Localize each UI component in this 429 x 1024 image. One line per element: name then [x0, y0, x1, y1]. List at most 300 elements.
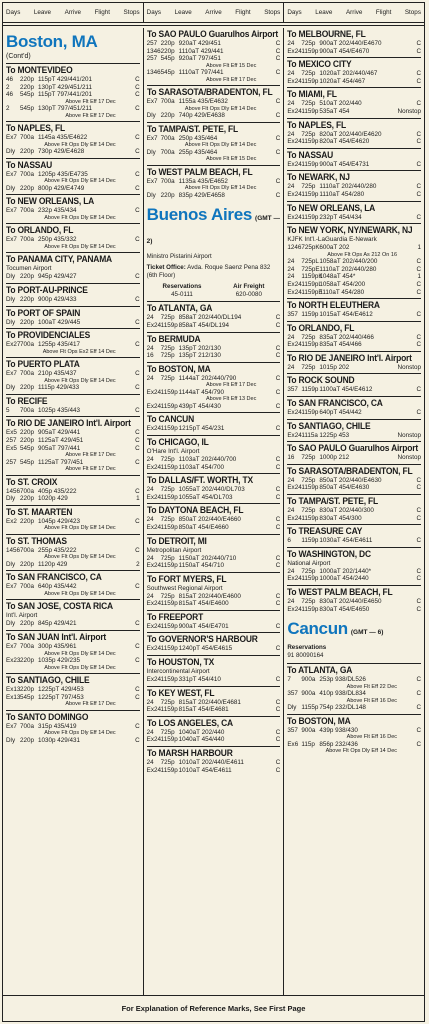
- destination-title: To BOSTON, MA: [287, 715, 351, 726]
- flight-days: 24: [287, 363, 295, 371]
- flight-days: 24: [146, 344, 154, 352]
- flight-leave: 725p: [160, 374, 175, 382]
- flight-row: [6, 319, 140, 327]
- flight-leave: 220p: [160, 40, 175, 47]
- flight-arrive-number: 1040aT 202/440: [178, 728, 225, 736]
- destination-block: [287, 547, 421, 585]
- destination-title: To WEST PALM BEACH, FL: [287, 587, 393, 597]
- destination-title: To LOS ANGELES, CA: [146, 717, 233, 728]
- flight-leave: 1159p: [301, 213, 319, 221]
- flight-days: Ex24: [146, 388, 162, 396]
- flight-stops: C: [275, 759, 281, 767]
- flight-row: [6, 296, 140, 304]
- flight-row: [147, 425, 281, 433]
- destination-block: [147, 534, 281, 572]
- flight-days: 24: [146, 314, 154, 322]
- flight-stops: C: [416, 258, 422, 266]
- flight-row: [147, 555, 281, 563]
- destination-block: [6, 505, 140, 534]
- flight-stops: C: [275, 314, 281, 322]
- flight-arrive-number: 815aT 454/E4600: [178, 600, 229, 608]
- flight-arrive-number: 835aT 202/440/466: [319, 333, 374, 341]
- flight-days: 24: [287, 598, 295, 605]
- destination-airport: Intercontinental Airport: [146, 668, 210, 676]
- header-flight: Flight: [235, 9, 251, 16]
- flight-row: [287, 138, 421, 146]
- flight-leave: 1159p: [301, 484, 319, 492]
- flight-row: [6, 384, 140, 392]
- flight-days: Ex24: [287, 605, 302, 613]
- destination-title: To TAMPA/ST. PETE, FL: [287, 496, 379, 507]
- destination-title: To MONTEVIDEO: [6, 65, 73, 75]
- flight-leave: 725p: [301, 507, 316, 515]
- flight-days: 24: [287, 567, 295, 575]
- flight-leave: 700a: [20, 134, 35, 142]
- flight-leave: 545p: [160, 55, 175, 63]
- flight-arrive-number: 845p 429/421: [38, 620, 77, 628]
- flight-row: [6, 171, 140, 179]
- flight-arrive-number: 856p 232/436: [319, 740, 358, 748]
- flight-arrive-number: 1110aT 454/280: [319, 190, 365, 198]
- flight-row: [287, 48, 421, 56]
- flight-days: Ex24: [287, 484, 302, 492]
- flight-row: [6, 495, 140, 503]
- flight-stops: C: [275, 493, 281, 501]
- flight-note: Above Flt Ops Dly Eff 14 Dec: [44, 554, 116, 561]
- flight-arrive-number: 232p 435/434: [38, 207, 77, 215]
- flight-arrive-number: 1155a 435/E4632: [178, 98, 228, 106]
- flight-leave: 725p: [301, 183, 316, 191]
- flight-days: 1456: [6, 546, 21, 554]
- flight-row: [6, 737, 140, 745]
- destination-block: [287, 396, 421, 419]
- flight-row: [6, 134, 140, 142]
- destination-block: [147, 301, 281, 331]
- flight-days: Dly: [6, 318, 16, 326]
- destination-airport: Metropolitan Airport: [146, 546, 202, 554]
- flight-leave: 725p: [160, 352, 175, 360]
- header-arrive: Arrive: [64, 9, 82, 16]
- flight-days: Dly: [146, 148, 156, 156]
- destination-title: To TAMPA/ST. PETE, FL: [146, 123, 238, 134]
- flight-row: [147, 699, 281, 707]
- header-stops: Stops: [123, 9, 140, 16]
- flight-arrive-number: 1015p 202: [319, 363, 350, 371]
- flight-leave: 700a: [20, 236, 35, 244]
- flight-leave: 1159p: [160, 425, 178, 433]
- flight-row: [147, 98, 281, 106]
- flight-leave: 1159p: [301, 537, 319, 545]
- destination-title: To BOSTON, MA: [146, 363, 211, 374]
- flight-days: 357: [287, 726, 298, 734]
- flight-row: [287, 100, 421, 108]
- ticket-office: [147, 264, 281, 280]
- flight-stops: C: [275, 191, 281, 199]
- destination-title: To ST. THOMAS: [6, 535, 67, 546]
- flight-days: Ex5: [6, 444, 17, 452]
- flight-arrive-number: 1110aT 429/441: [178, 47, 224, 55]
- flight-stops: C: [416, 726, 422, 734]
- flight-arrive-number: 1110aT 202/440/280: [319, 183, 377, 191]
- flight-row: [287, 70, 421, 78]
- flight-note: Above Flt Ops Dly Eff 14 Dec: [44, 377, 116, 384]
- destination-block: [6, 328, 140, 357]
- flight-days: 6: [287, 537, 291, 545]
- destination-block: [147, 686, 281, 716]
- destination-title: To SANTO DOMINGO: [6, 711, 89, 722]
- flight-days: 24: [287, 183, 295, 191]
- flight-leave: 1159pK: [301, 273, 323, 281]
- flight-arrive-number: 1015aT 454/E4612: [319, 311, 373, 319]
- flight-leave: 1159p: [160, 645, 178, 653]
- flight-days: 2: [6, 83, 10, 91]
- flight-days: 24: [287, 273, 295, 281]
- flight-stops: C: [416, 130, 422, 138]
- flight-arrive-number: 405p 435/222: [38, 487, 77, 495]
- flight-leave: 725p: [301, 333, 316, 341]
- flight-row: [147, 676, 281, 684]
- flight-leave: 725p: [301, 454, 316, 462]
- flight-stops: C: [416, 484, 422, 492]
- flight-arrive-number: 1144aT 202/440/790: [178, 374, 237, 382]
- flight-days: Ex24: [287, 514, 302, 522]
- flight-leave: 220p: [20, 656, 35, 664]
- flight-stops: C: [275, 676, 281, 684]
- destination-block: [287, 351, 421, 374]
- destination-block: [287, 87, 421, 117]
- flight-row: [287, 598, 421, 606]
- flight-days: Ex24: [146, 425, 162, 433]
- destination-block: [6, 599, 140, 630]
- flight-arrive-number: 905aT 429/441: [38, 429, 81, 437]
- flight-row: [287, 258, 421, 266]
- flight-leave: 1159p: [301, 386, 319, 394]
- air-freight-block: [233, 283, 264, 299]
- flight-days: Ex24: [287, 47, 302, 55]
- flight-note: Above Flt Eff 15 Dec: [206, 62, 257, 69]
- flight-leave: 725p: [160, 554, 175, 562]
- header-flight: Flight: [375, 9, 392, 16]
- header-divider: [3, 25, 424, 26]
- flight-row: [287, 432, 421, 440]
- flight-row: [6, 236, 140, 244]
- reservations-number: 45-0111: [171, 291, 193, 299]
- flight-leave: 1159p: [301, 311, 319, 319]
- flight-days: 24: [287, 333, 295, 341]
- flight-arrive-number: 255p 435/464: [178, 148, 218, 156]
- destination-title: To GOVERNOR'S HARBOUR: [146, 634, 258, 645]
- flight-arrive-number: 1103aT 454/700: [178, 463, 224, 471]
- flight-leave: 725p: [160, 455, 175, 463]
- flight-days: 16: [287, 454, 295, 462]
- flight-row: [147, 389, 281, 397]
- destination-block: [287, 298, 421, 321]
- flight-days: Ex24: [146, 562, 162, 570]
- flight-days: Ex24: [146, 676, 162, 684]
- destination-airport: O'Hare Int'l. Airport: [146, 447, 200, 455]
- flight-row: [287, 690, 421, 698]
- flight-row: [287, 281, 421, 289]
- flight-days: Ex7: [6, 236, 17, 244]
- destination-block: [6, 630, 140, 673]
- destination-block: [6, 252, 140, 283]
- flight-note: Above Flt Eff 17 Dec: [65, 701, 116, 708]
- flight-note: Above Flt Eff 17 Dec: [206, 382, 257, 389]
- flight-days: Dly: [146, 191, 156, 199]
- flight-arrive-number: 835p 429/E4658: [178, 191, 225, 199]
- flight-stops: C: [275, 40, 281, 47]
- flight-leave: 700a: [20, 722, 35, 730]
- flight-row: [287, 515, 421, 523]
- destination-block: [6, 570, 140, 599]
- flight-leave: 725p: [301, 567, 316, 575]
- flight-stops: C: [135, 656, 140, 664]
- flight-arrive-number: 100aT 429/445: [38, 318, 81, 326]
- destination-block: [287, 118, 421, 148]
- flight-row: [147, 345, 281, 353]
- destination-title: To DETROIT, MI: [146, 535, 207, 546]
- flight-row: [147, 562, 281, 570]
- flight-stops: C: [416, 567, 422, 575]
- destination-title: To MARSH HARBOUR: [146, 748, 233, 759]
- flight-arrive-number: 510aT 202/440: [319, 100, 362, 108]
- destination-block: [147, 746, 281, 776]
- flight-days: Dly: [6, 184, 16, 192]
- destination-title: To PANAMA CITY, PANAMA: [6, 254, 112, 265]
- flight-arrive-number: 900aT 454/E4670: [319, 47, 370, 55]
- flight-stops: C: [275, 592, 281, 600]
- flight-arrive-number: 439pT 454/430: [178, 402, 221, 410]
- flight-row: [287, 575, 421, 583]
- origin-airport: Ministro Pistarini Airport: [146, 253, 212, 261]
- flight-days: Ex24: [146, 463, 162, 471]
- flight-stops: C: [135, 620, 140, 628]
- flight-stops: C: [135, 273, 140, 281]
- flight-leave: 545p: [20, 693, 35, 701]
- flight-row: [147, 352, 281, 360]
- flight-days: 2: [6, 105, 10, 113]
- flight-arrive-number: 1125aT 429/451: [38, 436, 84, 444]
- flight-stops: 2: [136, 560, 140, 568]
- flight-arrive-number: 210p 435/437: [38, 370, 77, 378]
- flight-arrive-number: 250p 435/464: [178, 134, 218, 142]
- flight-leave: 725p: [160, 698, 175, 706]
- header-arrive: Arrive: [345, 9, 363, 16]
- flight-leave: 1159p: [160, 402, 178, 410]
- destination-block: [287, 714, 421, 757]
- flight-arrive-number: 905aT 797/441: [38, 444, 81, 452]
- flight-row: [287, 741, 421, 749]
- flight-leave: 220p: [20, 384, 35, 392]
- flight-leave: 725pK: [301, 244, 320, 252]
- flight-row: [147, 149, 281, 157]
- column-header: [144, 3, 285, 22]
- flight-arrive-number: 815aT 454/E4681: [178, 706, 229, 714]
- flight-leave: 1159pE: [301, 288, 323, 296]
- destination-block: [6, 158, 140, 195]
- destination-block: [147, 122, 281, 165]
- flight-row: [287, 477, 421, 485]
- flight-days: Ex24: [146, 622, 162, 630]
- flight-row: [6, 723, 140, 731]
- flight-leave: 700a: [20, 546, 35, 554]
- flight-row: [147, 40, 281, 48]
- destination-block: [287, 170, 421, 200]
- flight-arrive-number: 850aT 454/E4630: [319, 484, 370, 492]
- header-leave: Leave: [174, 9, 192, 16]
- flight-note: Above Flt Ops Ex2 Eff 14 Dec: [42, 348, 116, 355]
- destination-title: To BERMUDA: [146, 333, 201, 344]
- flight-days: Ex13: [6, 693, 21, 701]
- flight-days: Ex24: [146, 645, 162, 653]
- flight-arrive-number: 850aT 202/440/E4660: [178, 516, 241, 524]
- flight-days: Ex24: [287, 409, 302, 417]
- flight-leave: 1155p: [301, 704, 319, 712]
- flight-row: [147, 706, 281, 714]
- flight-arrive-number: 1055aT 202/440/DL703: [178, 486, 245, 494]
- flight-row: [6, 445, 140, 453]
- destination-title: To SARASOTA/BRADENTON, FL: [287, 465, 413, 476]
- flight-row: [287, 289, 421, 297]
- flight-row: [287, 568, 421, 576]
- flight-stops: C: [416, 704, 422, 712]
- flight-arrive-number: 640pT 454/442: [319, 409, 362, 417]
- flight-leave: 700a: [20, 370, 35, 378]
- destination-title: To ST. CROIX: [6, 476, 58, 487]
- destination-title: To PORT-AU-PRINCE: [6, 284, 88, 295]
- flight-days: 24: [146, 455, 154, 463]
- destination-title: To CANCUN: [146, 414, 194, 425]
- flight-note: Above Flt Ops Dly Eff 14 Dec: [44, 525, 116, 532]
- destination-title: To HOUSTON, TX: [146, 657, 214, 668]
- destination-block: [287, 494, 421, 524]
- flight-row: [147, 524, 281, 532]
- flight-row: [287, 78, 421, 86]
- flight-stops: C: [135, 642, 140, 650]
- flight-leave: 220p: [20, 318, 35, 326]
- flight-row: [6, 407, 140, 415]
- flight-stops: C: [135, 105, 140, 113]
- flight-stops: C: [275, 562, 281, 570]
- flight-days: Ex7: [6, 207, 17, 215]
- flight-leave: 1159p: [160, 766, 178, 774]
- flight-note: Above Flt Ops Dly Eff 14 Dec: [44, 178, 116, 185]
- flight-arrive-number: 945p 429/427: [38, 273, 77, 281]
- flight-row: [6, 273, 140, 281]
- flight-row: [147, 516, 281, 524]
- flight-leave: 220p: [20, 273, 35, 281]
- column-header: [284, 3, 424, 22]
- destination-block: [287, 201, 421, 224]
- flight-arrive-number: 1144aT 454/790: [178, 388, 224, 396]
- destination-title: To MIAMI, FL: [287, 89, 338, 100]
- flight-stops: C: [275, 55, 281, 63]
- flight-leave: 220p: [160, 191, 175, 199]
- flight-row: [6, 657, 140, 665]
- flight-stops: C: [416, 70, 422, 78]
- flight-note: Above Flt Eff 22 Dec: [346, 683, 398, 690]
- flight-days: Dly: [6, 384, 16, 392]
- destination-block: [287, 464, 421, 494]
- flight-row: [147, 178, 281, 186]
- flight-leave: 545p: [20, 458, 35, 466]
- flight-leave: 700a: [20, 207, 35, 215]
- flight-days: Ex7: [146, 98, 158, 106]
- flight-leave: 545p: [20, 444, 35, 452]
- flight-stops: C: [275, 321, 281, 329]
- flight-stops: C: [275, 645, 281, 653]
- air-freight-number: 620-0080: [235, 291, 262, 299]
- destination-title: To MEXICO CITY: [287, 59, 352, 70]
- flight-arrive-number: 1055aT 454/DL703: [178, 493, 233, 501]
- flight-arrive-number: 1045p 429/423: [38, 517, 81, 525]
- flight-stops: C: [135, 76, 140, 83]
- flight-arrive-number: 1025p 435/443: [38, 406, 81, 414]
- flight-row: [6, 620, 140, 628]
- destination-title: To PORT OF SPAIN: [6, 307, 81, 318]
- flight-arrive-number: 1240pT 454/E4615: [178, 645, 233, 653]
- flight-days: Ex5: [6, 429, 17, 437]
- destination-title: To WEST PALM BEACH, FL: [146, 166, 253, 177]
- ticket-office-label: Ticket Office:: [146, 264, 186, 272]
- flight-stops: C: [275, 622, 281, 630]
- flight-arrive-number: 1225pT 429/453: [38, 685, 84, 693]
- flight-leave: 220p: [20, 83, 35, 91]
- flight-leave: 1115a: [301, 431, 318, 439]
- flight-row: [287, 364, 421, 372]
- flight-note: Above Flt Ops Dly Eff 14 Dec: [184, 185, 257, 192]
- destination-title: To FREEPORT: [146, 611, 203, 622]
- flight-arrive-number: 1145a 435/E4622: [38, 134, 88, 142]
- flight-arrive-number: 815aT 202/440/E4681: [178, 698, 241, 706]
- flight-leave: 700a: [20, 170, 35, 178]
- destination-block: [287, 585, 421, 615]
- flight-days: Dly: [6, 495, 16, 503]
- flight-leave: 700a: [20, 487, 35, 495]
- flight-arrive-number: 900aT 454/E4731: [319, 160, 370, 168]
- flight-days: 24: [146, 698, 154, 706]
- flight-days: 46: [6, 91, 14, 99]
- flight-stops: C: [416, 40, 422, 47]
- destination-title: To ORLANDO, FL: [6, 225, 74, 236]
- destination-block: [147, 503, 281, 533]
- flight-row: [147, 112, 281, 120]
- destination-title: To SAO PAULO Guarulhos Airport: [146, 29, 278, 39]
- flight-row: [6, 91, 140, 99]
- flight-days: 24: [146, 554, 154, 562]
- flight-leave: 1159p: [160, 321, 178, 329]
- flight-arrive-number: 1058aT 202/440/200: [319, 258, 378, 266]
- flight-leave: 700a: [160, 98, 175, 106]
- flight-arrive-number: 315p 435/419: [38, 722, 77, 730]
- flight-arrive-number: 1125aT 797/451: [38, 458, 84, 466]
- schedule-column: [3, 28, 144, 995]
- destination-block: [6, 394, 140, 417]
- flight-days: Ex7: [146, 177, 158, 185]
- flight-arrive-number: 1225p 453: [319, 431, 350, 439]
- destination-title: To NORTH ELEUTHERA: [287, 300, 381, 311]
- flight-stops: 1: [417, 273, 422, 281]
- flight-stops: C: [416, 77, 422, 85]
- flight-row: [287, 266, 421, 274]
- header-days: Days: [287, 9, 302, 16]
- flight-arrive-number: 1020aT 454/467: [319, 77, 366, 85]
- flight-note: Above Flt Eff 15 Dec: [206, 156, 257, 163]
- flight-leave: 900a: [301, 676, 316, 684]
- flight-days: 7: [287, 676, 291, 684]
- destination-title: To TREASURE CAY: [287, 526, 363, 537]
- flight-days: 357: [287, 311, 298, 319]
